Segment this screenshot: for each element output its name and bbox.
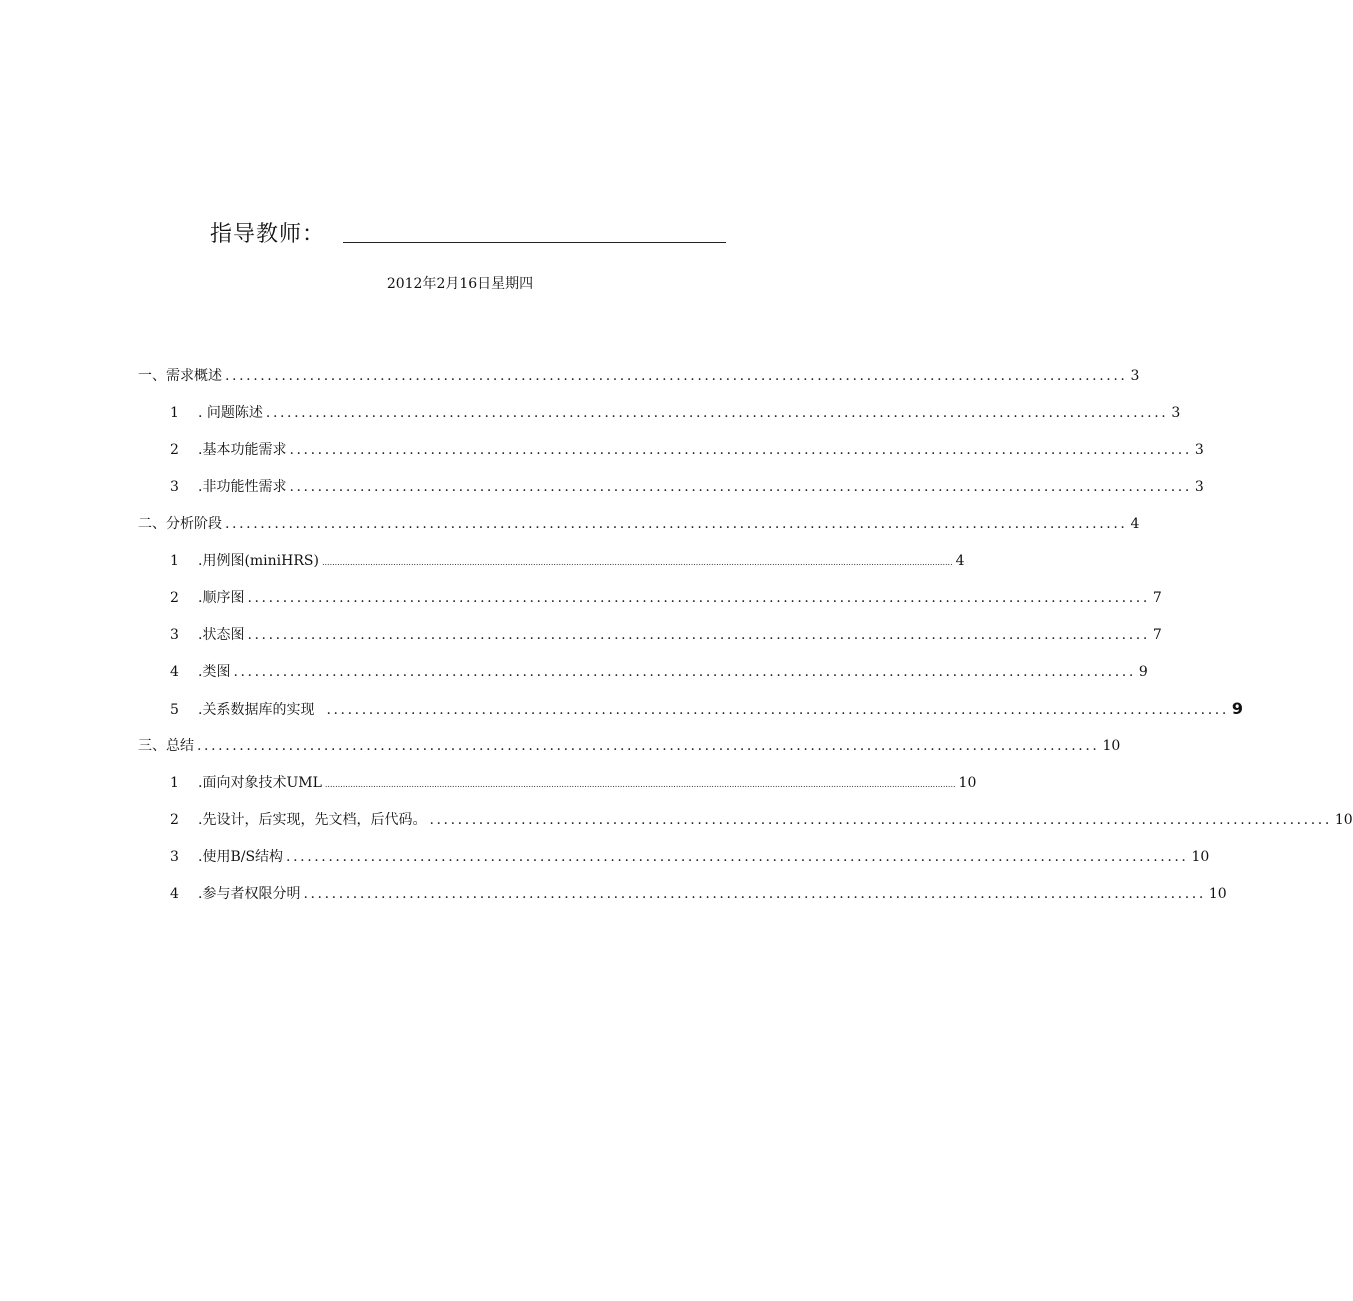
toc-leader-dots: ................................................................................................................................ xyxy=(289,442,1192,458)
toc-entry-1-1[interactable] xyxy=(170,403,1181,423)
toc-entry-prefix: 1 xyxy=(170,775,179,791)
toc-entry-page: 10 xyxy=(1208,886,1227,902)
toc-entry-3-3[interactable] xyxy=(170,847,1210,867)
document-date: 2012年2月16日星期四 xyxy=(386,276,534,292)
toc-entry-title: 分析阶段 xyxy=(166,516,222,532)
toc-entry-title: .类图 xyxy=(198,664,231,680)
toc-entry-3-2[interactable] xyxy=(170,810,1353,830)
toc-entry-3-1[interactable] xyxy=(170,773,977,793)
toc-leader-dots: ................................................................................................................................ xyxy=(247,590,1150,606)
toc-entry-title: 需求概述 xyxy=(166,368,222,384)
toc-entry-title: .关系数据库的实现 xyxy=(198,702,315,718)
toc-entry-2-1[interactable] xyxy=(170,551,965,571)
toc-entry-page: 10 xyxy=(1102,738,1121,754)
advisor-label: 指导教师： xyxy=(210,222,326,247)
toc-entry-page: 10 xyxy=(1334,812,1353,828)
toc-entry-title: .使用B/S结构 xyxy=(198,849,284,865)
toc-entry-2-4[interactable] xyxy=(170,662,1148,682)
toc-leader-dots: ................................................................................................................................ xyxy=(197,738,1100,754)
toc-entry-prefix: 3 xyxy=(170,627,179,643)
toc-entry-prefix: 4 xyxy=(170,664,179,680)
toc-leader-dots: ................................................................................................................................ xyxy=(247,627,1150,643)
toc-leader-dots: ................................................................................................................................ xyxy=(265,405,1169,421)
toc-entry-page: 4 xyxy=(1130,516,1140,532)
toc-entry-title: 总结 xyxy=(166,738,194,754)
toc-entry-prefix: 1 xyxy=(170,405,179,421)
toc-leader-dots: ................................................................................................................................ xyxy=(225,368,1128,384)
toc-leader-dots: ................................................................................................................................ xyxy=(326,702,1229,718)
toc-entry-page: 3 xyxy=(1194,479,1204,495)
toc-entry-page: 9 xyxy=(1231,699,1244,718)
toc-entry-1[interactable] xyxy=(138,366,1140,386)
toc-leader-dots: ........................................................................................................................................................................................................................................................ xyxy=(324,780,956,789)
toc-entry-page: 10 xyxy=(958,775,977,791)
toc-entry-title: .非功能性需求 xyxy=(198,479,287,495)
toc-entry-page: 10 xyxy=(1191,849,1210,865)
toc-entry-title: .先设计，后实现，先文档，后代码。 xyxy=(198,812,427,828)
toc-leader-dots: ................................................................................................................................ xyxy=(286,849,1189,865)
toc-entry-page: 3 xyxy=(1171,405,1181,421)
toc-entry-prefix: 2 xyxy=(170,812,179,828)
toc-leader-dots: ................................................................................................................................ xyxy=(429,812,1332,828)
toc-entry-prefix: 1 xyxy=(170,553,179,569)
toc-entry-prefix: 三、 xyxy=(138,738,166,754)
toc-entry-prefix: 2 xyxy=(170,590,179,606)
toc-entry-title: .面向对象技术UML xyxy=(198,775,322,791)
toc-entry-prefix: 3 xyxy=(170,849,179,865)
toc-leader-dots: ........................................................................................................................................................................................................................................................ xyxy=(321,558,953,567)
toc-entry-2-2[interactable] xyxy=(170,588,1162,608)
toc-entry-3[interactable] xyxy=(138,736,1121,756)
toc-entry-prefix: 二、 xyxy=(138,516,166,532)
toc-entry-2[interactable] xyxy=(138,514,1140,534)
advisor-field xyxy=(210,214,325,250)
toc-entry-page: 9 xyxy=(1138,664,1148,680)
toc-leader-dots: ................................................................................................................................ xyxy=(289,479,1192,495)
toc-leader-dots: ................................................................................................................................ xyxy=(233,664,1136,680)
toc-entry-title: .基本功能需求 xyxy=(198,442,287,458)
toc-entry-prefix: 4 xyxy=(170,886,179,902)
toc-entry-prefix: 2 xyxy=(170,442,179,458)
toc-entry-title: . 问题陈述 xyxy=(198,405,263,421)
toc-entry-page: 4 xyxy=(955,553,965,569)
toc-entry-page: 3 xyxy=(1194,442,1204,458)
toc-entry-prefix: 一、 xyxy=(138,368,166,384)
toc-entry-2-5[interactable] xyxy=(170,699,1244,719)
toc-entry-page: 7 xyxy=(1152,590,1162,606)
toc-entry-1-2[interactable] xyxy=(170,440,1204,460)
toc-entry-title: .用例图(miniHRS) xyxy=(198,553,319,569)
toc-leader-dots: ................................................................................................................................ xyxy=(303,886,1206,902)
toc-entry-prefix: 3 xyxy=(170,479,179,495)
toc-entry-page: 7 xyxy=(1152,627,1162,643)
advisor-signature-line xyxy=(343,242,726,243)
toc-entry-prefix: 5 xyxy=(170,702,179,718)
toc-entry-1-3[interactable] xyxy=(170,477,1204,497)
toc-leader-dots: ................................................................................................................................ xyxy=(225,516,1128,532)
toc-entry-page: 3 xyxy=(1130,368,1140,384)
toc-entry-title: .参与者权限分明 xyxy=(198,886,301,902)
toc-entry-3-4[interactable] xyxy=(170,884,1227,904)
toc-entry-title: .状态图 xyxy=(198,627,245,643)
toc-entry-2-3[interactable] xyxy=(170,625,1162,645)
toc-entry-title: .顺序图 xyxy=(198,590,245,606)
